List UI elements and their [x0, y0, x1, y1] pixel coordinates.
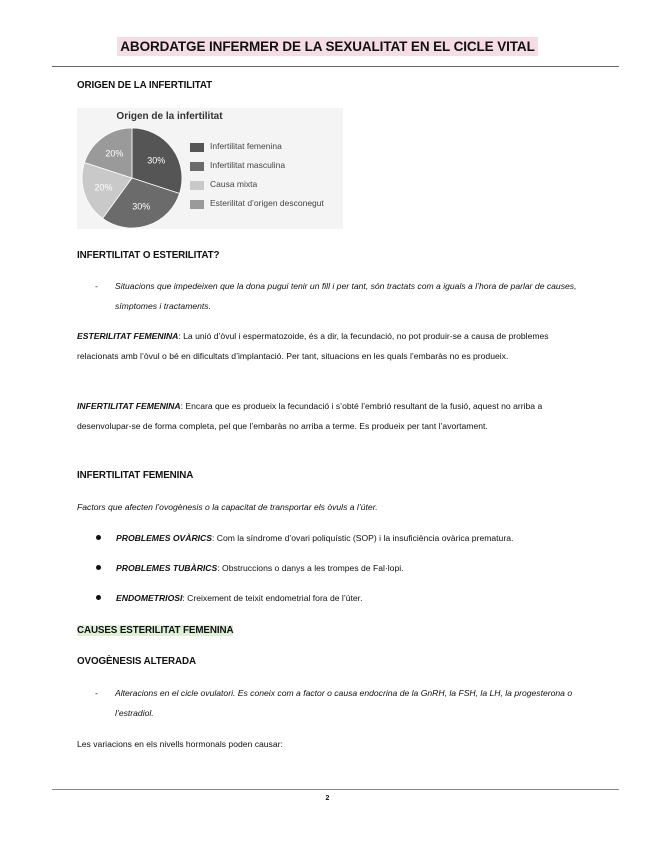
- term-esterilitat: ESTERILITAT FEMENINA: [77, 331, 179, 341]
- bullet-dot: [96, 535, 101, 540]
- bullet-term: PROBLEMES OVÀRICS: [116, 533, 212, 543]
- header-rule: [52, 66, 619, 67]
- bullet-item: [96, 558, 582, 578]
- paragraph-esterilitat: [77, 326, 582, 366]
- document-header: [0, 38, 655, 56]
- legend-swatch: [190, 181, 204, 190]
- bullet-dot: [96, 565, 101, 570]
- bullet-text: : Obstruccions o danys a les trompes de Fal·lopi.: [217, 563, 404, 573]
- bullet-term: PROBLEMES TUBÀRICS: [116, 563, 218, 573]
- term-infertilitat: INFERTILITAT FEMENINA: [77, 401, 181, 411]
- legend-swatch: [190, 200, 204, 209]
- bullet-text: : Com la síndrome d’ovari poliquístic (SOP) i la insuficiència ovàrica prematura.: [211, 533, 514, 543]
- document-title: ABORDATGE INFERMER DE LA SEXUALITAT EN EL CICLE VITAL: [117, 37, 537, 56]
- section-heading-infertilitat-femenina: INFERTILITAT FEMENINA: [77, 470, 194, 481]
- bullet-text: : Creixement de teixit endometrial fora de l’úter.: [182, 593, 363, 603]
- bullet-item: [96, 528, 582, 548]
- dash-marker: -: [95, 281, 98, 291]
- legend-label: Esterilitat d’origen desconegut: [210, 198, 324, 208]
- paragraph-infertilitat: [77, 396, 582, 436]
- dash-list-item: [95, 276, 583, 316]
- page-number: 2: [325, 795, 330, 802]
- chart-title: Origen de la infertilitat: [116, 111, 223, 122]
- legend-label: Infertilitat masculina: [210, 160, 286, 170]
- section-heading-causes: [77, 625, 233, 636]
- legend-label: Causa mixta: [210, 179, 258, 189]
- legend-swatch: [190, 143, 204, 152]
- pie-chart-figure: [77, 108, 343, 229]
- section-heading-ovogenesis: OVOGÈNESIS ALTERADA: [77, 656, 196, 667]
- pie-slice-label: 20%: [105, 148, 124, 159]
- bullet-dot: [96, 595, 101, 600]
- pie-slice-label: 30%: [132, 201, 151, 212]
- dash-marker: -: [95, 688, 98, 698]
- definition-infertilitat: : Encara que es produeix la fecundació i s’obté l’embrió resultant de la fusió, aquest no arriba a desenvolupar-se de forma completa, pel que l’embaràs no arriba a terme. Es produeix per tant l’avortament.: [77, 401, 543, 431]
- pie-chart: [77, 123, 187, 233]
- pie-slice-label: 30%: [147, 155, 166, 166]
- section-heading-infertilitat-esterilitat: INFERTILITAT O ESTERILITAT?: [77, 250, 220, 261]
- legend-swatch: [190, 162, 204, 171]
- dash-item-text: Situacions que impedeixen que la dona pugui tenir un fill i per tant, són tractats com a iguals a l’hora de parlar de causes, símptomes i tractaments.: [115, 281, 577, 311]
- bullet-item: [96, 588, 582, 608]
- bullet-term: ENDOMETRIOSI: [116, 593, 183, 603]
- footer-rule: [52, 789, 619, 790]
- pie-slice-label: 20%: [94, 182, 113, 193]
- section-heading-origen: ORIGEN DE LA INFERTILITAT: [77, 80, 213, 91]
- dash-list-item: [95, 683, 583, 723]
- definition-esterilitat: : La unió d’òvul i espermatozoide, és a dir, la fecundació, no pot produir-se a causa de problemes relacionats amb l’òvul o bé en dificultats d’implantació. Per tant, situacions en les quals l’embaràs no es produeix.: [77, 331, 549, 361]
- legend-label: Infertilitat femenina: [210, 141, 282, 151]
- paragraph-variacions: Les variacions en els nivells hormonals poden causar:: [77, 739, 283, 749]
- paragraph-factors: Factors que afecten l’ovogènesis o la capacitat de transportar els òvuls a l’úter.: [77, 502, 378, 512]
- highlighted-heading-text: CAUSES ESTERILITAT FEMENINA: [77, 625, 234, 636]
- dash-item-text: Alteracions en el cicle ovulatori. Es coneix com a factor o causa endocrina de la GnRH, la FSH, la LH, la progesterona o l’estradiol.: [115, 688, 573, 718]
